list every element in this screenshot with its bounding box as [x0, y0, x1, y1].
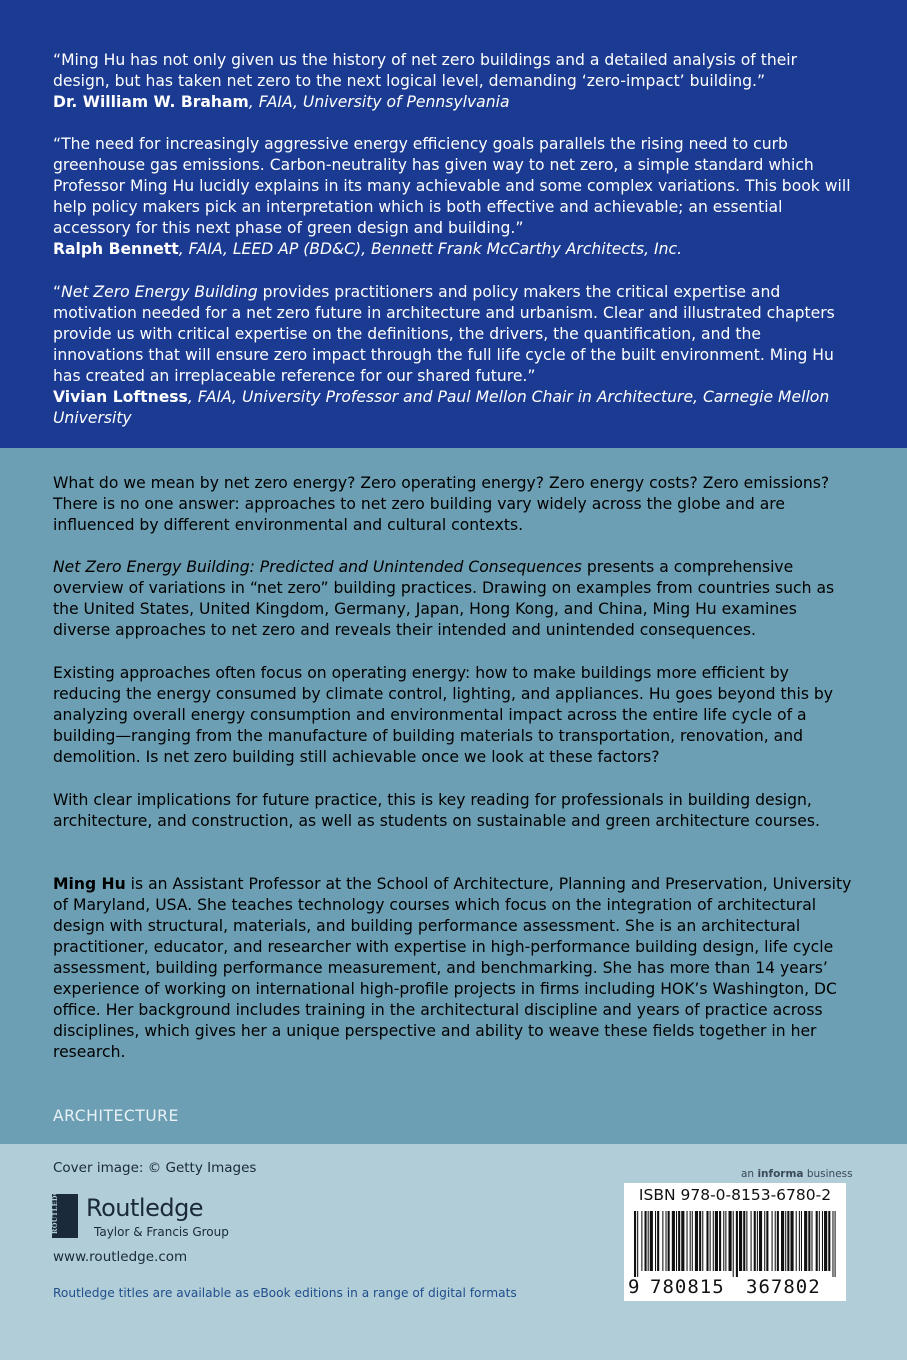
barcode-bars: [634, 1211, 836, 1277]
endorser-name: Ralph Bennett: [53, 240, 179, 258]
endorser-name: Vivian Loftness: [53, 388, 188, 406]
barcode-bar: [766, 1211, 768, 1271]
barcode-bar: [822, 1211, 823, 1271]
description-paragraph-2: Net Zero Energy Building: Predicted and Unintended Consequences presents a comprehensive overview of variations in “net zero” building practices. Drawing on examples from countries such as the United States, United Kingdom, Germany, Japan, Hong Kong, and China, Ming Hu examines diverse approaches to net zero and reveals their intended and unintended consequences.: [53, 558, 835, 639]
barcode-bar: [634, 1211, 636, 1277]
barcode-bar: [777, 1211, 779, 1271]
barcode-bar: [799, 1211, 800, 1271]
barcode-bar: [723, 1211, 724, 1271]
barcode-bar: [824, 1211, 827, 1271]
barcode-bar: [702, 1211, 703, 1271]
barcode-bar: [668, 1211, 670, 1271]
barcode-bar: [787, 1211, 789, 1271]
barcode-bar: [746, 1211, 747, 1271]
author-name: Ming Hu: [53, 875, 126, 893]
barcode-bar: [655, 1211, 656, 1271]
barcode-bar: [790, 1211, 793, 1271]
barcode-bar: [804, 1211, 807, 1271]
barcode-bar: [681, 1211, 684, 1271]
barcode-bar: [648, 1211, 649, 1271]
barcode-bar: [672, 1211, 675, 1271]
isbn-barcode: [624, 1183, 846, 1301]
publisher-name: Routledge: [86, 1194, 204, 1222]
barcode-bar: [715, 1211, 718, 1271]
publisher-url[interactable]: www.routledge.com: [53, 1249, 188, 1265]
barcode-bar: [764, 1211, 765, 1271]
description-paragraph-1: What do we mean by net zero energy? Zero operating energy? Zero energy costs? Zero emissions? There is no one answer: approaches to net zero building vary widely across the globe and are influenced by different environmental and cultural contexts.: [53, 474, 830, 534]
barcode-bar: [719, 1211, 721, 1271]
author-bio: Ming Hu is an Assistant Professor at the School of Architecture, Planning and Preservation, University of Maryland, USA. She teaches technology courses which focus on the integration of architectural design with structural, materials, and building performance assessment. She is an architectural practitioner, educator, and researcher with expertise in high-performance building design, life cycle assessment, building performance measurement, and benchmarking. She has more than 14 years’ experience of working on international high-profile projects in firms including HOK’s Washington, DC office. Her background includes training in the architectural discipline and years of practice across disciplines, which gives her a unique perspective and ability to weave these fields together in her research.: [53, 875, 852, 1061]
barcode-bar: [832, 1211, 833, 1277]
barcode-bar: [759, 1211, 762, 1271]
barcode-bar: [637, 1211, 638, 1277]
endorser-affiliation: , FAIA, LEED AP (BD&C), Bennett Frank McCarthy Architects, Inc.: [178, 240, 683, 258]
barcode-bar: [828, 1211, 830, 1271]
publisher-group: Taylor & Francis Group: [94, 1225, 229, 1239]
barcode-bar: [739, 1211, 742, 1271]
barcode-bar: [713, 1211, 714, 1271]
barcode-bar: [695, 1211, 698, 1271]
barcode-bar: [785, 1211, 786, 1271]
barcode-bar: [687, 1211, 688, 1271]
subject-category: ARCHITECTURE: [53, 1107, 179, 1125]
endorsement-2: “The need for increasingly aggressive energy efficiency goals parallels the rising need to curb greenhouse gas emissions. Carbon-neutrality has given way to net zero, a simple standard which Professor Ming Hu lucidly explains in its many achievable and some complex variations. This book will help policy makers pick an interpretation which is both effective and achievable; an essential accessory for this next phase of green design and building.” Ralph Bennett, FAIA, LEED AP (BD&C), Bennett Frank McCarthy Architects, Inc.: [53, 135, 851, 258]
barcode-bar: [645, 1211, 647, 1271]
barcode-bar: [690, 1211, 691, 1271]
routledge-logo-mark: ROUTLEDGE: [52, 1194, 78, 1238]
description-paragraph-3: Existing approaches often focus on operating energy: how to make buildings more efficient by reducing the energy consumed by climate control, lighting, and appliances. Hu goes beyond this by analyzing overall energy consumption and environmental impact across the entire life cycle of a building—ranging from the manufacture of building materials to transportation, renovation, and demolition. Is net zero building still achievable once we look at these factors?: [53, 664, 834, 766]
barcode-bar: [733, 1211, 734, 1277]
barcode-digits-left: 780815: [650, 1276, 725, 1298]
isbn-label: ISBN 978-0-8153-6780-2: [638, 1186, 832, 1204]
barcode-bar: [666, 1211, 667, 1271]
routledge-logo: [51, 1184, 242, 1242]
barcode-bar: [662, 1211, 663, 1271]
book-title-inline: Net Zero Energy Building: Predicted and Unintended Consequences: [53, 558, 582, 576]
barcode-bar: [641, 1211, 642, 1271]
barcode-bar: [710, 1211, 711, 1271]
barcode-bar: [796, 1211, 797, 1271]
barcode-digit-lead: 9: [628, 1276, 640, 1298]
endorsement-1: “Ming Hu has not only given us the history of net zero buildings and a detailed analysis of their design, but has taken net zero to the next logical level, demanding ‘zero-impact’ building.” Dr. William W. Braham, FAIA, University of Pennsylvania: [53, 51, 798, 111]
endorser-affiliation: , FAIA, University of Pennsylvania: [248, 93, 510, 111]
book-title-inline: Net Zero Energy Building: [61, 283, 258, 301]
barcode-bar: [706, 1211, 708, 1271]
barcode-bar: [811, 1211, 812, 1271]
barcode-bar: [751, 1211, 752, 1271]
barcode-bar: [736, 1211, 738, 1277]
cover-credit: Cover image: © Getty Images: [53, 1160, 257, 1176]
barcode-bar: [781, 1211, 784, 1271]
barcode-bar: [819, 1211, 820, 1271]
barcode-bar: [808, 1211, 810, 1271]
barcode-bar: [676, 1211, 677, 1271]
endorser-affiliation: , FAIA, University Professor and Paul Mellon Chair in Architecture, Carnegie Mellon University: [53, 388, 830, 427]
barcode-bar: [743, 1211, 745, 1271]
ebook-note: Routledge titles are available as eBook editions in a range of digital formats: [53, 1286, 517, 1300]
barcode-bar: [772, 1211, 773, 1271]
barcode-bar: [692, 1211, 693, 1271]
barcode-bar: [816, 1211, 818, 1271]
barcode-bar: [725, 1211, 726, 1271]
barcode-bar: [775, 1211, 776, 1271]
barcode-bar: [835, 1211, 836, 1277]
barcode-digits-right: 367802: [746, 1276, 821, 1298]
description-paragraph-4: With clear implications for future practice, this is key reading for professionals in building design, architecture, and construction, as well as students on sustainable and green architecture courses.: [53, 791, 820, 830]
endorsements-section: [0, 0, 907, 448]
barcode-bar: [699, 1211, 701, 1271]
barcode-bar: [754, 1211, 756, 1271]
barcode-bar: [657, 1211, 659, 1271]
barcode-bar: [801, 1211, 802, 1271]
barcode-bar: [729, 1211, 732, 1271]
endorsement-3: “Net Zero Energy Building provides practitioners and policy makers the critical expertise and motivation needed for a net zero future in architecture and urbanism. Clear and illustrated chapters provide us with critical expertise on the definitions, the drivers, the quantification, and the innovations that will ensure zero impact through the full life cycle of the built environment. Ming Hu has created an irreplaceable reference for our shared future.” Vivian Loftness, FAIA, University Professor and Paul Mellon Chair in Architecture, Carnegie Mellon University: [53, 283, 835, 427]
barcode-bar: [650, 1211, 653, 1271]
barcode-bar: [757, 1211, 758, 1271]
endorser-name: Dr. William W. Braham: [53, 93, 249, 111]
barcode-bar: [678, 1211, 680, 1271]
informa-business-tag: an informa business: [741, 1168, 853, 1180]
